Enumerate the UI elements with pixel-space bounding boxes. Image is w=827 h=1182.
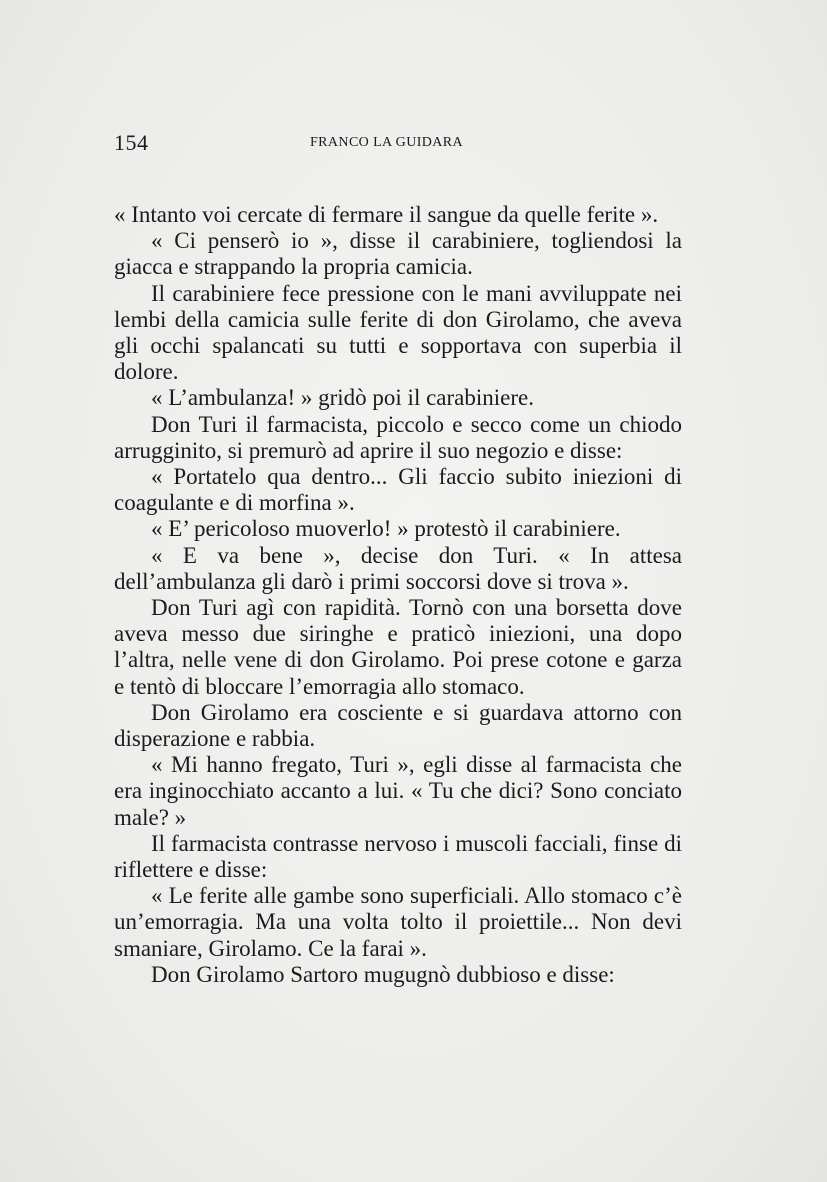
paragraph: « E va bene », decise don Turi. « In attesa dell’ambulanza gli darò i primi soccorsi dove si trova ». [114,542,682,594]
paragraph: Il carabiniere fece pressione con le mani avviluppate nei lembi della camicia sulle ferite di don Girolamo, che aveva gli occhi spalancati su tutti e sopportava con superbia il dolore. [114,280,682,385]
page-number: 154 [114,130,149,155]
paragraph: Il farmacista contrasse nervoso i muscoli facciali, finse di riflettere e disse: [114,830,682,883]
paragraph: Don Turi il farmacista, piccolo e secco come un chiodo arrugginito, si premurò ad aprire il suo negozio e disse: [114,411,682,463]
paragraph: « Intanto voi cercate di fermare il sangue da quelle ferite ». [114,202,659,227]
paragraph: Don Girolamo Sartoro mugugnò dubbioso e disse: [151,961,615,987]
paragraph: « E’ pericoloso muoverlo! » protestò il carabiniere. [151,516,621,542]
paragraph: « Ci penserò io », disse il carabiniere, togliendosi la giacca e strappando la propria camicia. [114,228,682,280]
paragraph: « Le ferite alle gambe sono superficiali. Allo stomaco c’è un’emorragia. Ma una volta tolto il proiettile... Non devi smaniare, Girolamo. Ce la farai ». [114,883,682,961]
paragraph: « Portatelo qua dentro... Gli faccio subito iniezioni di coagulante e di morfina ». [114,464,682,516]
paragraph: Don Turi agì con rapidità. Tornò con una borsetta dove aveva messo due siringhe e praticò iniezioni, una dopo l’altra, nelle vene di don Girolamo. Poi prese cotone e garza e tentò di bloccare l’emorragia allo stomaco. [114,595,682,699]
paragraph: « Mi hanno fregato, Turi », egli disse al farmacista che era inginocchiato accanto a lui. « Tu che dici? Sono conciato male? » [114,752,682,830]
running-title: FRANCO LA GUIDARA [310,135,464,150]
paragraph: Don Girolamo era cosciente e si guardava attorno con disperazione e rabbia. [114,699,682,752]
running-head [114,130,704,160]
paragraph: « L’ambulanza! » gridò poi il carabiniere. [151,385,534,411]
body-text [114,202,682,988]
